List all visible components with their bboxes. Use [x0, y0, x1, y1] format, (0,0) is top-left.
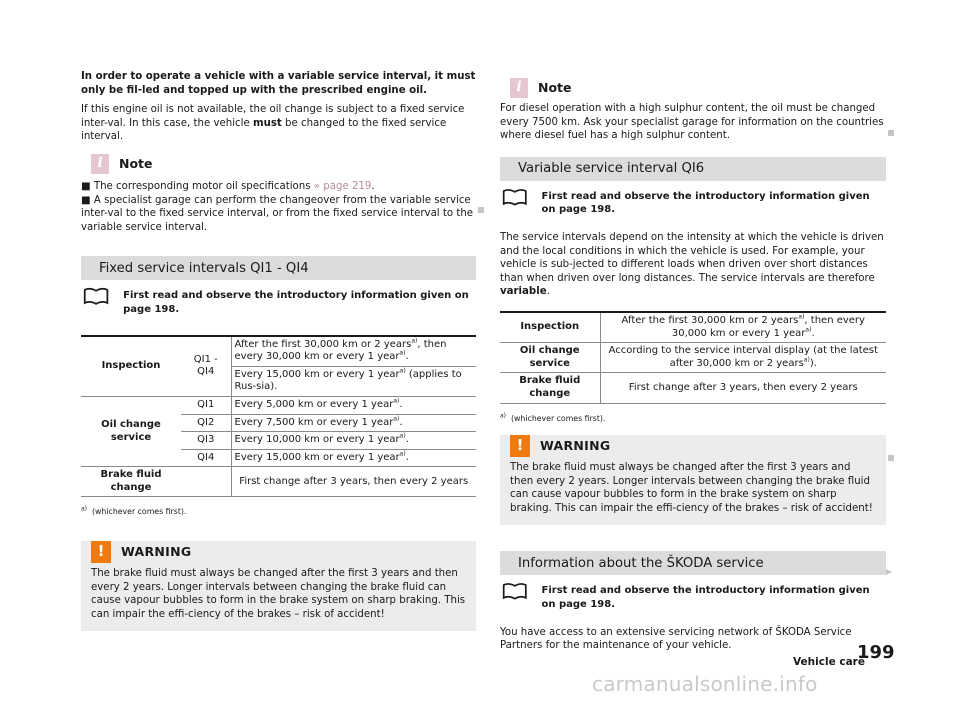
cell-oil-text: Every 10,000 km or every 1 year$^{a)}$.: [231, 432, 476, 450]
info-icon: i: [91, 154, 109, 174]
cell-qi-code: QI4: [181, 449, 231, 467]
note-header: [500, 78, 886, 98]
note-title: Note: [119, 156, 153, 172]
section-end-mark: [888, 130, 894, 136]
cell-inspection: Inspection: [81, 336, 181, 397]
skoda-service-body: You have access to an extensive servicing network of ŠKODA Service Partners for the maintenance of your vehicle.: [500, 626, 852, 652]
intro-paragraph-bold: In order to operate a vehicle with a variable service interval, it must only be fil-led and topped up with the prescribed engine oil.: [81, 71, 476, 96]
read-first-row: [81, 286, 476, 316]
read-first-row: [500, 581, 886, 611]
cell-oil-text: Every 15,000 km or every 1 year$^{a)}$.: [231, 449, 476, 467]
note-bullet-1: ■ The corresponding motor oil specifications » page 219.: [81, 180, 375, 192]
cell-qi-code: QI3: [181, 432, 231, 450]
cell-oil-text: Every 7,500 km or every 1 year$^{a)}$.: [231, 414, 476, 432]
section-end-mark: [888, 455, 894, 461]
page-number: 199: [857, 642, 895, 663]
cell-oil-change: Oil change service: [500, 343, 600, 373]
cell-brake-text: First change after 3 years, then every 2 years: [600, 373, 886, 403]
cell-oil-text: According to the service interval display (at the latest after 30,000 km or 2 years$^{a)}$).: [600, 343, 886, 373]
note-header: [81, 154, 476, 174]
cell-qi-code: QI1: [181, 396, 231, 414]
cell-insp-row2: Every 15,000 km or every 1 year$^{a)}$ (applies to Rus-sia).: [231, 366, 476, 396]
read-first-text: First read and observe the introductory information given on page 198.: [123, 290, 469, 315]
cell-oil-change: Oil change service: [81, 396, 181, 466]
footnote: $^{a)}$ (whichever comes first).: [81, 505, 187, 517]
note-text: For diesel operation with a high sulphur content, the oil must be changed every 7500 km. Ask your specialist garage for information on the countries where diesel fuel has a high sulphur content.: [500, 103, 884, 142]
cell-inspection: Inspection: [500, 312, 600, 343]
cell-qi-range: QI1 - QI4: [181, 336, 231, 397]
warning-text: The brake fluid must always be changed after the first 3 years and then every 2 years. Longer intervals between changing the brake fluid can cause vapour bubbles to form in the brake system on sharp braking. This can impair the effi-ciency of the brakes – risk of accident!: [510, 462, 873, 514]
read-first-text: First read and observe the introductory information given on page 198.: [541, 190, 870, 216]
read-first-text: First read and observe the introductory information given on page 198.: [541, 585, 870, 611]
warning-box: [500, 435, 886, 525]
cell-brake-text: First change after 3 years, then every 2 years: [231, 467, 476, 497]
cell-insp-text: After the first 30,000 km or 2 years$^{a)}$, then every 30,000 km or every 1 year$^{a)}$.: [600, 312, 886, 343]
left-column: [81, 70, 476, 631]
footnote: $^{a)}$ (whichever comes first).: [500, 411, 606, 423]
open-book-icon: [83, 286, 109, 306]
warning-title: WARNING: [121, 544, 192, 560]
cell-brake: Brake fluid change: [81, 467, 181, 497]
read-first-row: [500, 187, 886, 217]
cell-insp-row1: After the first 30,000 km or 2 years$^{a)}$, then every 30,000 km or every 1 year$^{a)}$.: [231, 336, 476, 367]
section-end-mark: [478, 207, 484, 213]
note-title: Note: [538, 80, 572, 96]
section-title-variable: Variable service interval QI6: [500, 157, 886, 181]
cell-brake: Brake fluid change: [500, 373, 600, 403]
cell-qi-code: QI2: [181, 414, 231, 432]
right-column: [500, 78, 886, 653]
cell-oil-text: Every 5,000 km or every 1 year$^{a)}$.: [231, 396, 476, 414]
section-title-skoda-service: Information about the ŠKODA service: [500, 551, 886, 575]
section-title-fixed: Fixed service intervals QI1 - QI4: [81, 256, 476, 280]
warning-title: WARNING: [540, 438, 611, 454]
warning-header: [81, 541, 476, 563]
open-book-icon: [502, 187, 528, 207]
intro-paragraph: If this engine oil is not available, the oil change is subject to a fixed service inter-val. In this case, the vehicle must be changed to the fixed service interval.: [81, 104, 465, 143]
warning-header: [500, 435, 886, 457]
warning-text: The brake fluid must always be changed after the first 3 years and then every 2 years. Longer intervals between changing the brake fluid can cause vapour bubbles to form in the brake system on sharp braking. This can impair the effi-ciency of the brakes – risk of accident!: [91, 568, 466, 620]
warning-box: [81, 541, 476, 631]
note-bullet-2: ■ A specialist garage can perform the changeover from the variable service inter-val to the fixed service interval, or from the fixed service interval to the variable service interval.: [81, 194, 474, 233]
fixed-intervals-table: [81, 335, 476, 498]
open-book-icon: [502, 581, 528, 601]
variable-intervals-table: [500, 311, 886, 404]
variable-body: The service intervals depend on the intensity at which the vehicle is driven and the local conditions in which the vehicle is used. For example, your vehicle is sub-jected to different loads when driven over short distances than when driven over long distances. The service intervals are therefore variable.: [500, 231, 884, 298]
info-icon: i: [510, 78, 528, 98]
watermark: carmanualsonline.info: [592, 672, 818, 696]
footer-section: Vehicle care: [793, 656, 865, 668]
warning-icon: !: [91, 541, 111, 563]
page-link[interactable]: » page 219: [313, 180, 372, 192]
warning-icon: !: [510, 435, 530, 457]
continue-arrow-icon: ▶: [886, 567, 893, 576]
